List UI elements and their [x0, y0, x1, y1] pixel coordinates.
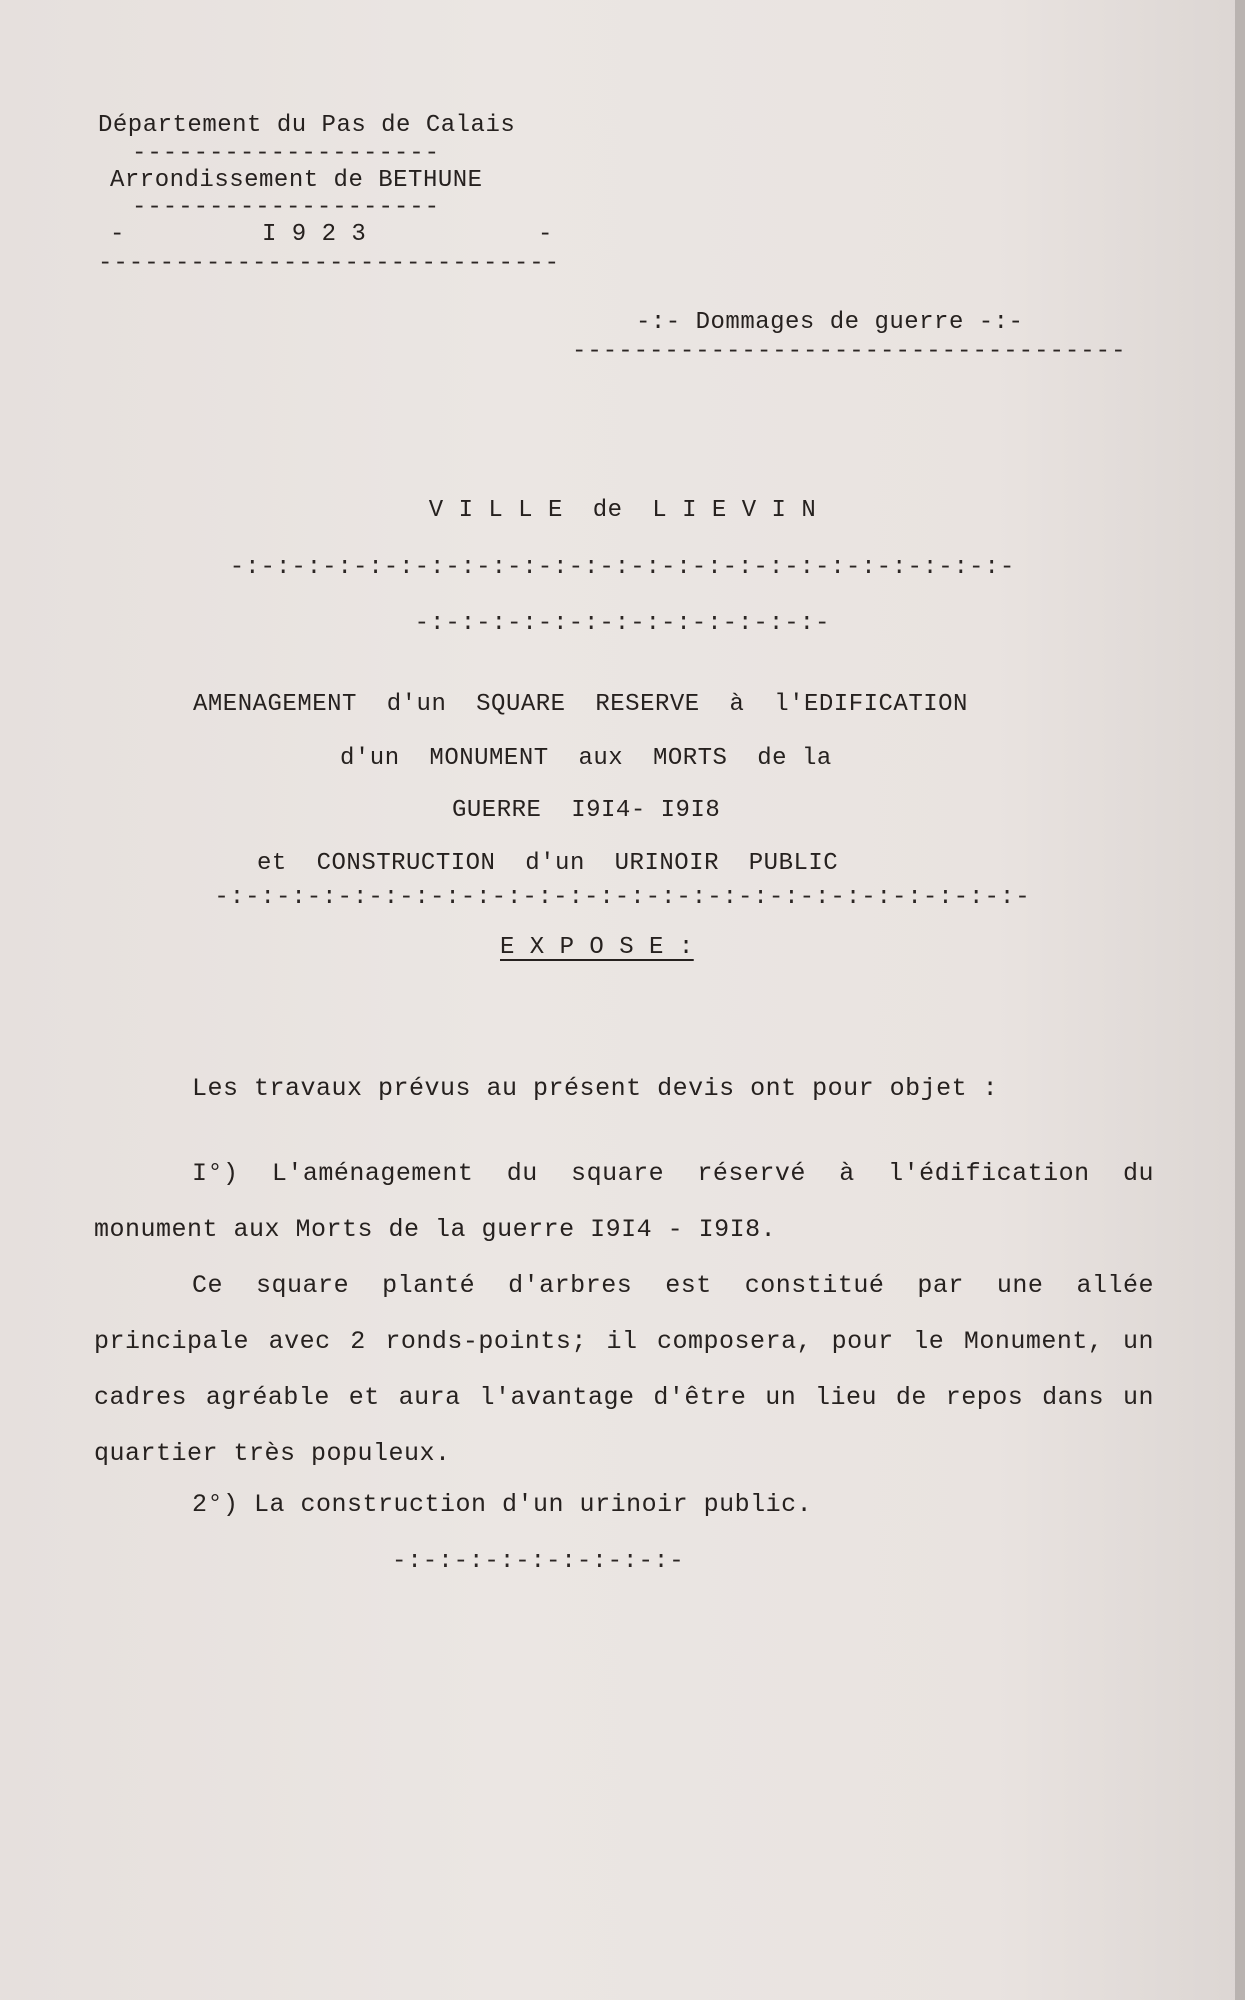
item-1-paragraph: I°) L'aménagement du square réservé à l'édification du monument aux Morts de la guerre I9I4 - I9I8.: [94, 1159, 1154, 1244]
title-line-2: d'un MONUMENT aux MORTS de la: [340, 745, 832, 772]
intro-line: Les travaux prévus au présent devis ont pour objet :: [192, 1074, 999, 1103]
title-line-3: GUERRE I9I4- I9I8: [452, 797, 721, 824]
year-dash-left: -: [110, 221, 125, 248]
city-separator-2: -:-:-:-:-:-:-:-:-:-:-:-:-:-: [414, 610, 831, 637]
square-paragraph: Ce square planté d'arbres est constitué par une allée principale avec 2 ronds-points; il composera, pour le Monument, un cadres agréable et aura l'avantage d'être un lieu de repos dans un quartier très populeux.: [94, 1271, 1154, 1468]
subject-label: -:- Dommages de guerre -:-: [636, 309, 1024, 336]
expose-heading: E X P O S E :: [500, 934, 694, 961]
title-separator: -:-:-:-:-:-:-:-:-:-:-:-:-:-:-:-:-:-:-:-:-:-:-:-:-:-:-: [214, 884, 1031, 911]
end-separator: -:-:-:-:-:-:-:-:-:-: [392, 1548, 685, 1575]
year-dash-right: -: [538, 221, 553, 248]
page-edge: [1235, 0, 1245, 2000]
title-line-1: AMENAGEMENT d'un SQUARE RESERVE à l'EDIFICATION: [193, 691, 968, 718]
item-2-line: 2°) La construction d'un urinoir public.: [192, 1490, 813, 1519]
subject-rule: ------------------------------------: [572, 338, 1127, 365]
title-line-4: et CONSTRUCTION d'un URINOIR PUBLIC: [257, 850, 839, 877]
city-separator-1: -:-:-:-:-:-:-:-:-:-:-:-:-:-:-:-:-:-:-:-:-:-:-:-:-:-: [229, 554, 1016, 581]
department-line: Département du Pas de Calais: [98, 112, 516, 139]
city-name: V I L L E de L I E V I N: [428, 497, 817, 524]
header-rule-3: ------------------------------: [98, 250, 561, 277]
arrondissement-line: Arrondissement de BETHUNE: [110, 167, 483, 194]
header-rule-1: --------------------: [132, 140, 441, 167]
header-rule-2: --------------------: [132, 194, 441, 221]
year: I 9 2 3: [262, 221, 367, 248]
